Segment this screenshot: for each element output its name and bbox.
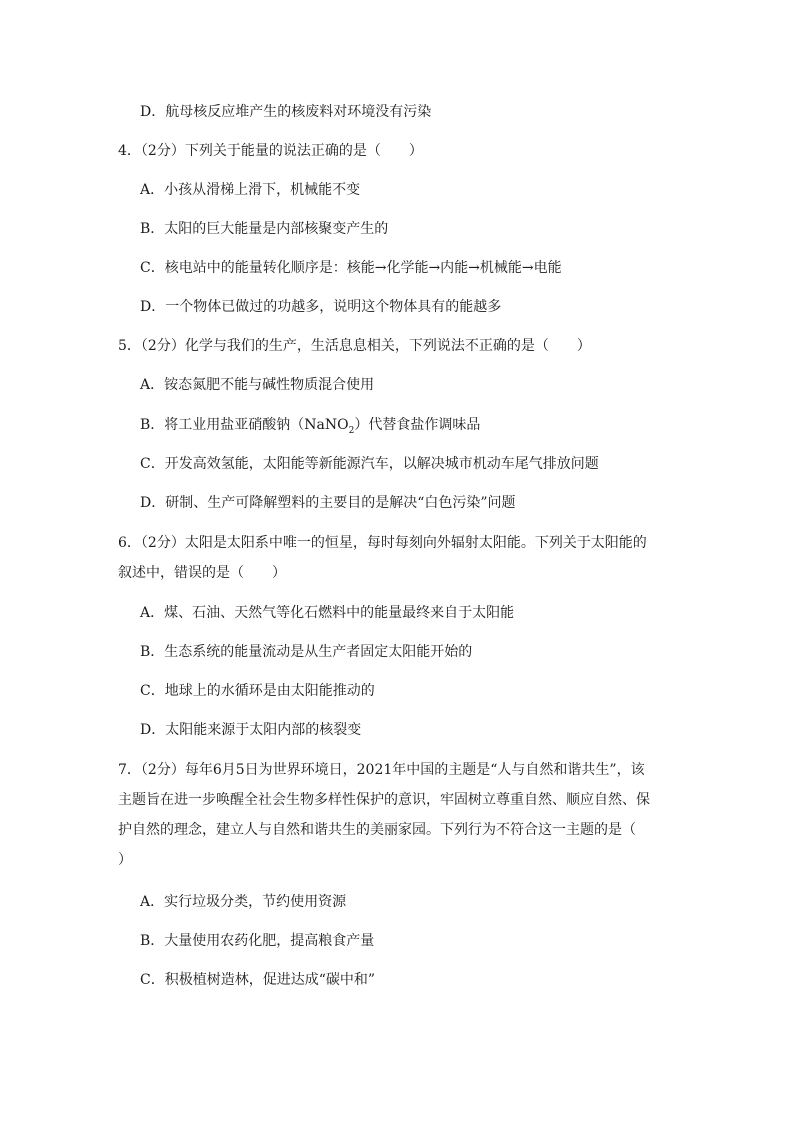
- q6-option-d: D．太阳能来源于太阳内部的核裂变: [140, 722, 362, 738]
- q4-option-b: B．太阳的巨大能量是内部核聚变产生的: [140, 221, 389, 237]
- q7-stem-line-3: 护自然的理念，建立人与自然和谐共生的美丽家园。下列行为不符合这一主题的是（: [118, 822, 636, 838]
- q4-option-c: C．核电站中的能量转化顺序是：核能→化学能→内能→机械能→电能: [140, 260, 562, 276]
- q6-stem-line-2: 叙述中，错误的是（ ）: [118, 565, 286, 581]
- q7-option-a: A．实行垃圾分类，节约使用资源: [140, 894, 347, 910]
- q4-option-a: A．小孩从滑梯上滑下，机械能不变: [140, 182, 361, 198]
- q7-stem-line-2: 主题旨在进一步唤醒全社会生物多样性保护的意识，牢固树立尊重自然、顺应自然、保: [118, 792, 650, 808]
- q5-option-a: A．铵态氮肥不能与碱性物质混合使用: [140, 377, 375, 393]
- q7-option-b: B．大量使用农药化肥，提高粮食产量: [140, 933, 375, 949]
- q5-option-d: D．研制、生产可降解塑料的主要目的是解决“白色污染”问题: [140, 495, 516, 511]
- q5-option-b-text-pre: B．将工业用盐亚硝酸钠（NaNO: [140, 417, 349, 433]
- q6-option-b: B．生态系统的能量流动是从生产者固定太阳能开始的: [140, 644, 473, 660]
- q3-option-d: D．航母核反应堆产生的核废料对环境没有污染: [140, 104, 432, 120]
- q6-option-c: C．地球上的水循环是由太阳能推动的: [140, 683, 375, 699]
- q5-option-b-text-post: ）代替食盐作调味品: [354, 417, 481, 433]
- q6-option-a: A．煤、石油、天然气等化石燃料中的能量最终来自于太阳能: [140, 605, 515, 621]
- q5-option-c: C．开发高效氢能，太阳能等新能源汽车，以解决城市机动车尾气排放问题: [140, 456, 599, 472]
- q5-stem: 5．（2分）化学与我们的生产，生活息息相关，下列说法不正确的是（ ）: [118, 338, 591, 354]
- q5-option-b-subscript: 2: [348, 425, 355, 436]
- q7-stem-line-1: 7．（2分）每年6月5日为世界环境日，2021年中国的主题是“人与自然和谐共生”，该: [118, 762, 645, 778]
- q7-option-c: C．积极植树造林，促进达成“碳中和”: [140, 972, 376, 988]
- q4-stem: 4．（2分）下列关于能量的说法正确的是（ ）: [118, 143, 423, 159]
- q4-option-d: D．一个物体已做过的功越多，说明这个物体具有的能越多: [140, 299, 502, 315]
- q7-stem-line-4: ）: [118, 852, 132, 868]
- q5-option-b: [140, 415, 480, 435]
- q6-stem-line-1: 6．（2分）太阳是太阳系中唯一的恒星，每时每刻向外辐射太阳能。下列关于太阳能的: [118, 535, 647, 551]
